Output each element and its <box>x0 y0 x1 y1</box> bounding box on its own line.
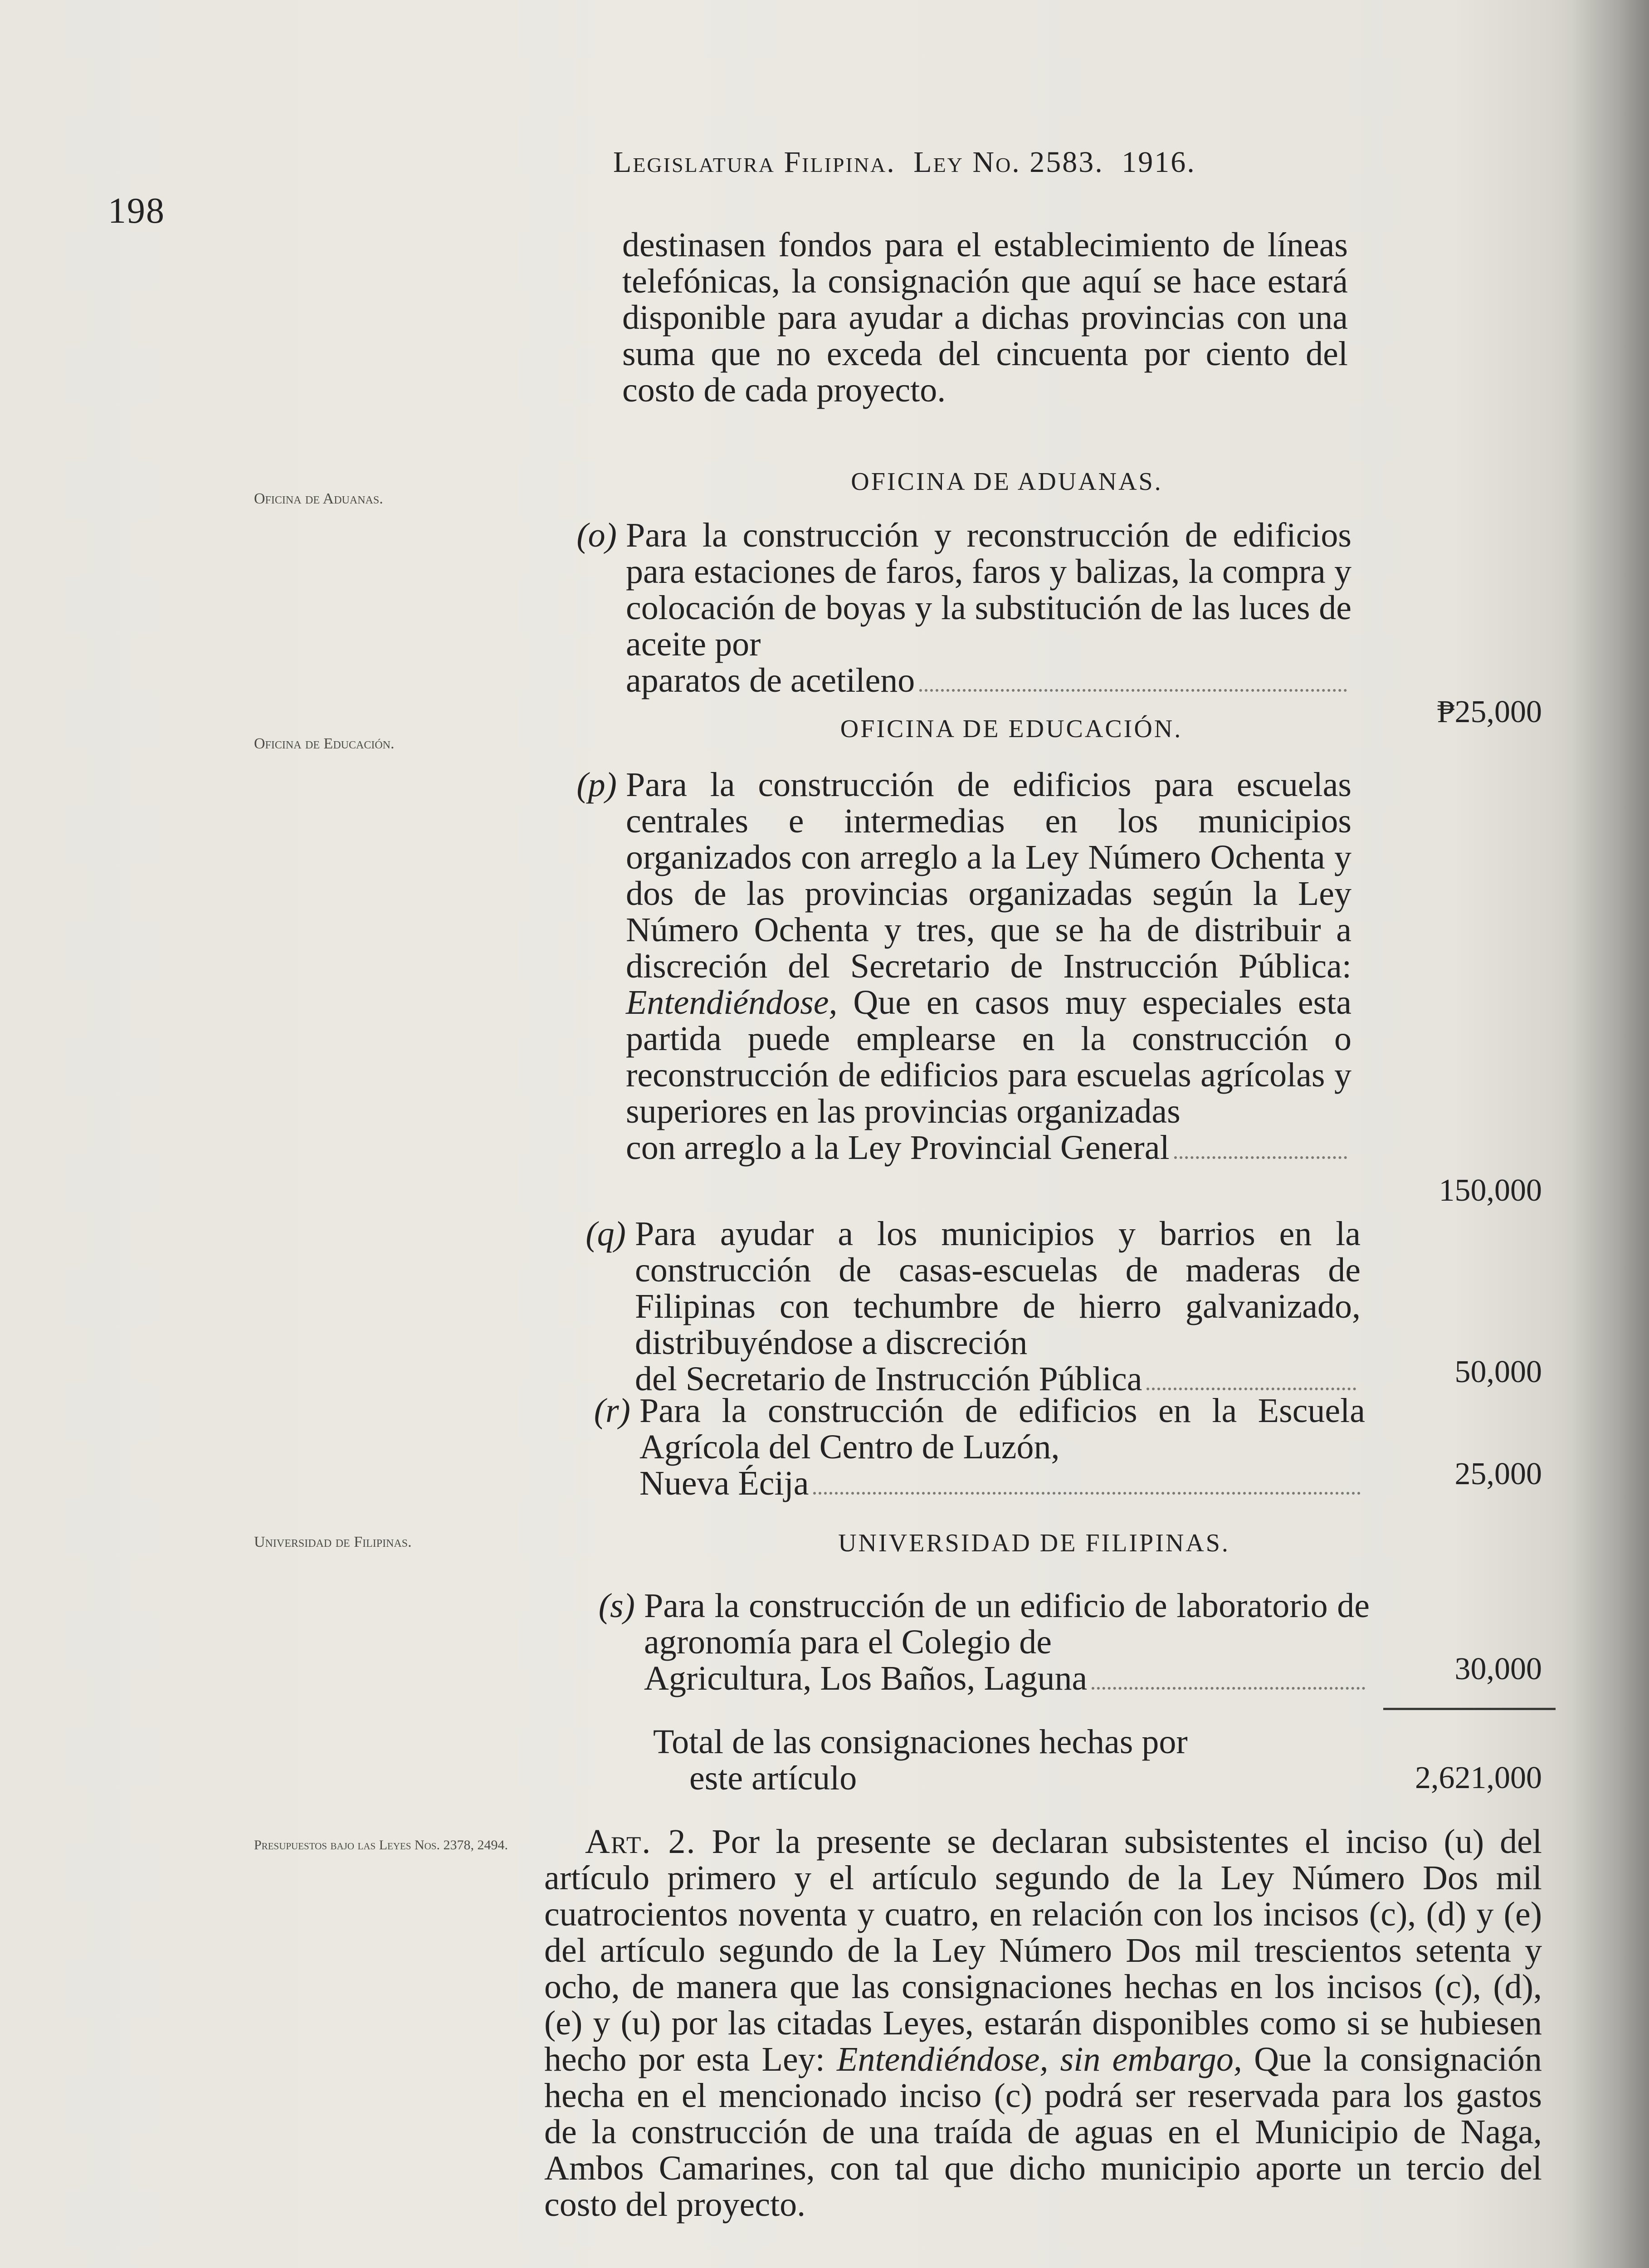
item-p-italic: Entendiéndose, <box>626 983 838 1022</box>
leader-dots <box>919 689 1347 692</box>
item-o <box>576 516 1351 700</box>
section-heading-universidad: UNIVERSIDAD DE FILIPINAS. <box>838 1529 1230 1557</box>
margin-note-educacion: Oficina de Educación. <box>254 735 395 752</box>
item-r <box>594 1392 1365 1503</box>
item-r-last-line: Nueva Écija <box>639 1464 809 1502</box>
item-s <box>598 1587 1370 1698</box>
leader-dots <box>1174 1156 1347 1159</box>
item-p-label: (p) <box>576 766 617 804</box>
item-p-last-line: con arreglo a la Ley Provincial General <box>626 1129 1170 1167</box>
amount-q: 50,000 <box>1454 1354 1542 1389</box>
item-o-text: Para la construcción y reconstrucción de edificios para estaciones de faros, faros y balizas, la compra y colocación de boyas y la substitución de las luces de aceite por <box>626 516 1351 663</box>
item-p <box>576 766 1351 1167</box>
total-last-line: este artículo <box>689 1759 857 1797</box>
item-q-last-line: del Secretario de Instrucción Pública <box>635 1360 1142 1398</box>
section-heading-aduanas: OFICINA DE ADUANAS. <box>851 468 1163 496</box>
item-q-text: Para ayudar a los municipios y barrios en la construcción de casas-escuelas de maderas de Filipinas con techumbre de hierro galvanizado, distribuyéndose a discreción <box>635 1215 1361 1362</box>
amount-total: 2,621,000 <box>1415 1760 1542 1795</box>
amount-p: 150,000 <box>1439 1173 1542 1208</box>
item-o-last-line: aparatos de acetileno <box>626 661 915 699</box>
item-s-text: Para la construcción de un edificio de laboratorio de agronomía para el Colegio de <box>644 1587 1370 1661</box>
article-2-text-1: Por la presente se declaran subsistentes el inciso (u) del artículo primero y el artículo segundo de la Ley Número Dos mil cuatrocientos noventa y cuatro, en relación con los incisos (c), (d) y (e) del artículo segundo de la Ley Número Dos mil trescientos setenta y ocho, de manera que las consignaciones hechas en los incisos (c), (d), (e) y (u) por las citadas Leyes, estarán disponibles como si se hubiesen hecho por esta Ley: <box>544 1823 1542 2078</box>
page-edge-shadow <box>1572 0 1649 2268</box>
total-block <box>653 1724 1361 1796</box>
item-o-label: (o) <box>576 516 617 554</box>
article-2-italic: Entendiéndose, sin embargo, <box>837 2040 1242 2078</box>
margin-note-aduanas: Oficina de Aduanas. <box>254 490 383 507</box>
leader-dots <box>813 1492 1361 1495</box>
amount-o: ₱25,000 <box>1437 694 1542 729</box>
running-head-law: Ley No. 2583. <box>913 146 1104 179</box>
amount-r: 25,000 <box>1454 1457 1542 1491</box>
running-head <box>613 145 1411 180</box>
margin-note-presupuestos: Presupuestos bajo las Leyes Nos. 2378, 2494. <box>254 1838 508 1853</box>
running-head-year: 1916. <box>1122 146 1196 179</box>
item-p-text-before: Para la construcción de edificios para escuelas centrales e intermedias en los municipios organizados con arreglo a la Ley Número Ochenta y dos de las provincias organizadas según la Ley Número Ochenta y tres, que se ha de distribuir a discreción del Secretario de Instrucción Pública: <box>626 766 1351 985</box>
section-heading-educacion: OFICINA DE EDUCACIÓN. <box>840 715 1183 743</box>
item-q-label: (q) <box>585 1215 626 1253</box>
item-r-label: (r) <box>594 1392 630 1430</box>
total-rule <box>1383 1708 1556 1710</box>
leader-dots <box>1092 1687 1365 1690</box>
item-s-last-line: Agricultura, Los Baños, Laguna <box>644 1659 1088 1697</box>
total-text: Total de las consignaciones hechas por <box>653 1723 1188 1761</box>
item-p-text-after: Que en casos muy especiales esta partida puede emplearse en la construcción o reconstrucción de edificios para escuelas agrícolas y superiores en las provincias organizadas <box>626 983 1351 1130</box>
item-s-label: (s) <box>598 1587 635 1625</box>
margin-note-universidad: Universidad de Filipinas. <box>254 1534 412 1550</box>
running-head-publication: Legislatura Filipina. <box>613 146 896 179</box>
article-2 <box>544 1823 1542 2223</box>
item-r-text: Para la construcción de edificios en la Escuela Agrícola del Centro de Luzón, <box>639 1392 1365 1466</box>
article-2-heading: Art. 2. <box>585 1823 696 1861</box>
item-q <box>585 1215 1361 1398</box>
article-2-text-2: Que la consignación hecha en el mencionado inciso (c) podrá ser reservada para los gastos de la construcción de una traída de aguas en el Municipio de Naga, Ambos Camarines, con tal que dicho municipio aporte un tercio del costo del proyecto. <box>544 2040 1542 2224</box>
leader-dots <box>1146 1388 1356 1390</box>
amount-s: 30,000 <box>1454 1652 1542 1686</box>
page-number: 198 <box>108 191 165 231</box>
intro-paragraph: destinasen fondos para el establecimiento de líneas telefónicas, la consignación que aquí se hace estará disponible para ayudar a dichas provincias con una suma que no exceda del cincuenta por ciento del costo de cada proyecto. <box>622 226 1348 409</box>
